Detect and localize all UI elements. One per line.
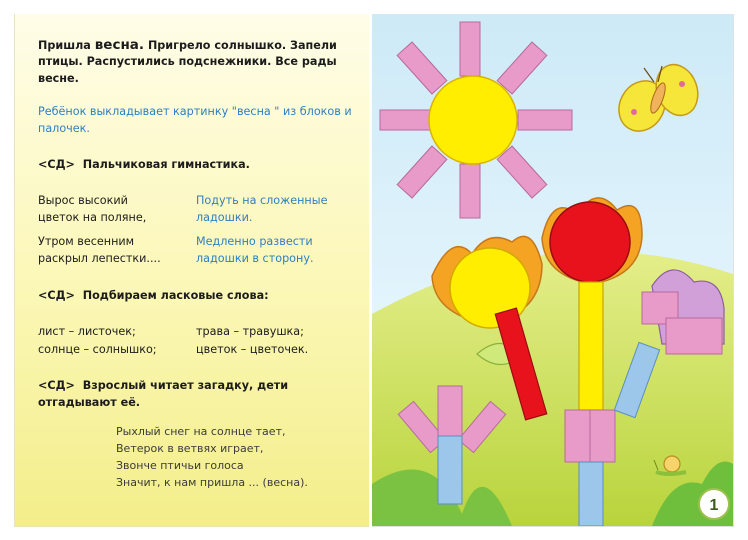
stem-base-blocks (565, 410, 615, 462)
spring-illustration (372, 14, 733, 526)
section-2-tag: <СД> (38, 289, 75, 302)
instruction-line-2: палочек. (38, 122, 90, 135)
intro-line-3: весне. (38, 72, 79, 85)
word-pair-4: цветок – цветочек. (196, 343, 309, 356)
yellow-stem (579, 282, 603, 410)
intro-word-1: Пришла (38, 39, 91, 52)
section-1-tag: <СД> (38, 158, 75, 171)
section-3-heading (38, 378, 288, 394)
section-2-title: Подбираем ласковые слова: (82, 289, 269, 302)
red-tulip-center (550, 202, 630, 282)
intro-keyword: весна. (94, 37, 145, 53)
riddle-line-1: Рыхлый снег на солнце тает, (116, 425, 286, 438)
section-1-heading (38, 157, 250, 173)
riddle-line-4: Значит, к нам пришла ... (весна). (116, 476, 308, 489)
instruction-line-1: Ребёнок выкладывает картинку "весна " из блоков и (38, 105, 352, 118)
section-2-heading (38, 288, 269, 304)
pink-block-b (666, 318, 722, 354)
poem-left-3: Утром весенним (38, 235, 135, 248)
section-3-tag: <СД> (38, 379, 75, 392)
poem-left-4: раскрыл лепестки.... (38, 252, 161, 265)
section-3-title: Взрослый читает загадку, дети (82, 379, 289, 392)
poem-right-1: Подуть на сложенные (196, 194, 328, 207)
section-1-title: Пальчиковая гимнастика. (82, 158, 250, 171)
riddle-line-2: Ветерок в ветвях играет, (116, 442, 264, 455)
poem-right-2: ладошки. (196, 211, 253, 224)
ray-right (518, 110, 572, 130)
word-pair-3: трава – травушка; (196, 325, 304, 338)
word-pair-2: солнце – солнышко; (38, 343, 157, 356)
intro-rest: Пригрело солнышко. Запели (147, 39, 337, 52)
intro-line-1 (38, 37, 337, 54)
word-pair-1: лист – листочек; (38, 325, 136, 338)
ray-left (380, 110, 434, 130)
section-3-title-2: отгадывают её. (38, 396, 141, 409)
poem-right-4: ладошки в сторону. (196, 252, 314, 265)
blue-stem-bottom (579, 462, 603, 526)
riddle-line-3: Звонче птичьи голоса (116, 459, 244, 472)
ray-top (460, 22, 480, 76)
poem-left-1: Вырос высокий (38, 194, 128, 207)
intro-line-2: птицы. Распустились подснежники. Все рады (38, 55, 337, 68)
illustration-page (372, 14, 734, 527)
poem-left-2: цветок на поляне, (38, 211, 147, 224)
poem-right-3: Медленно развести (196, 235, 313, 248)
ray-bottom (460, 164, 480, 218)
page-number: 1 (709, 497, 719, 514)
sun (429, 76, 517, 164)
